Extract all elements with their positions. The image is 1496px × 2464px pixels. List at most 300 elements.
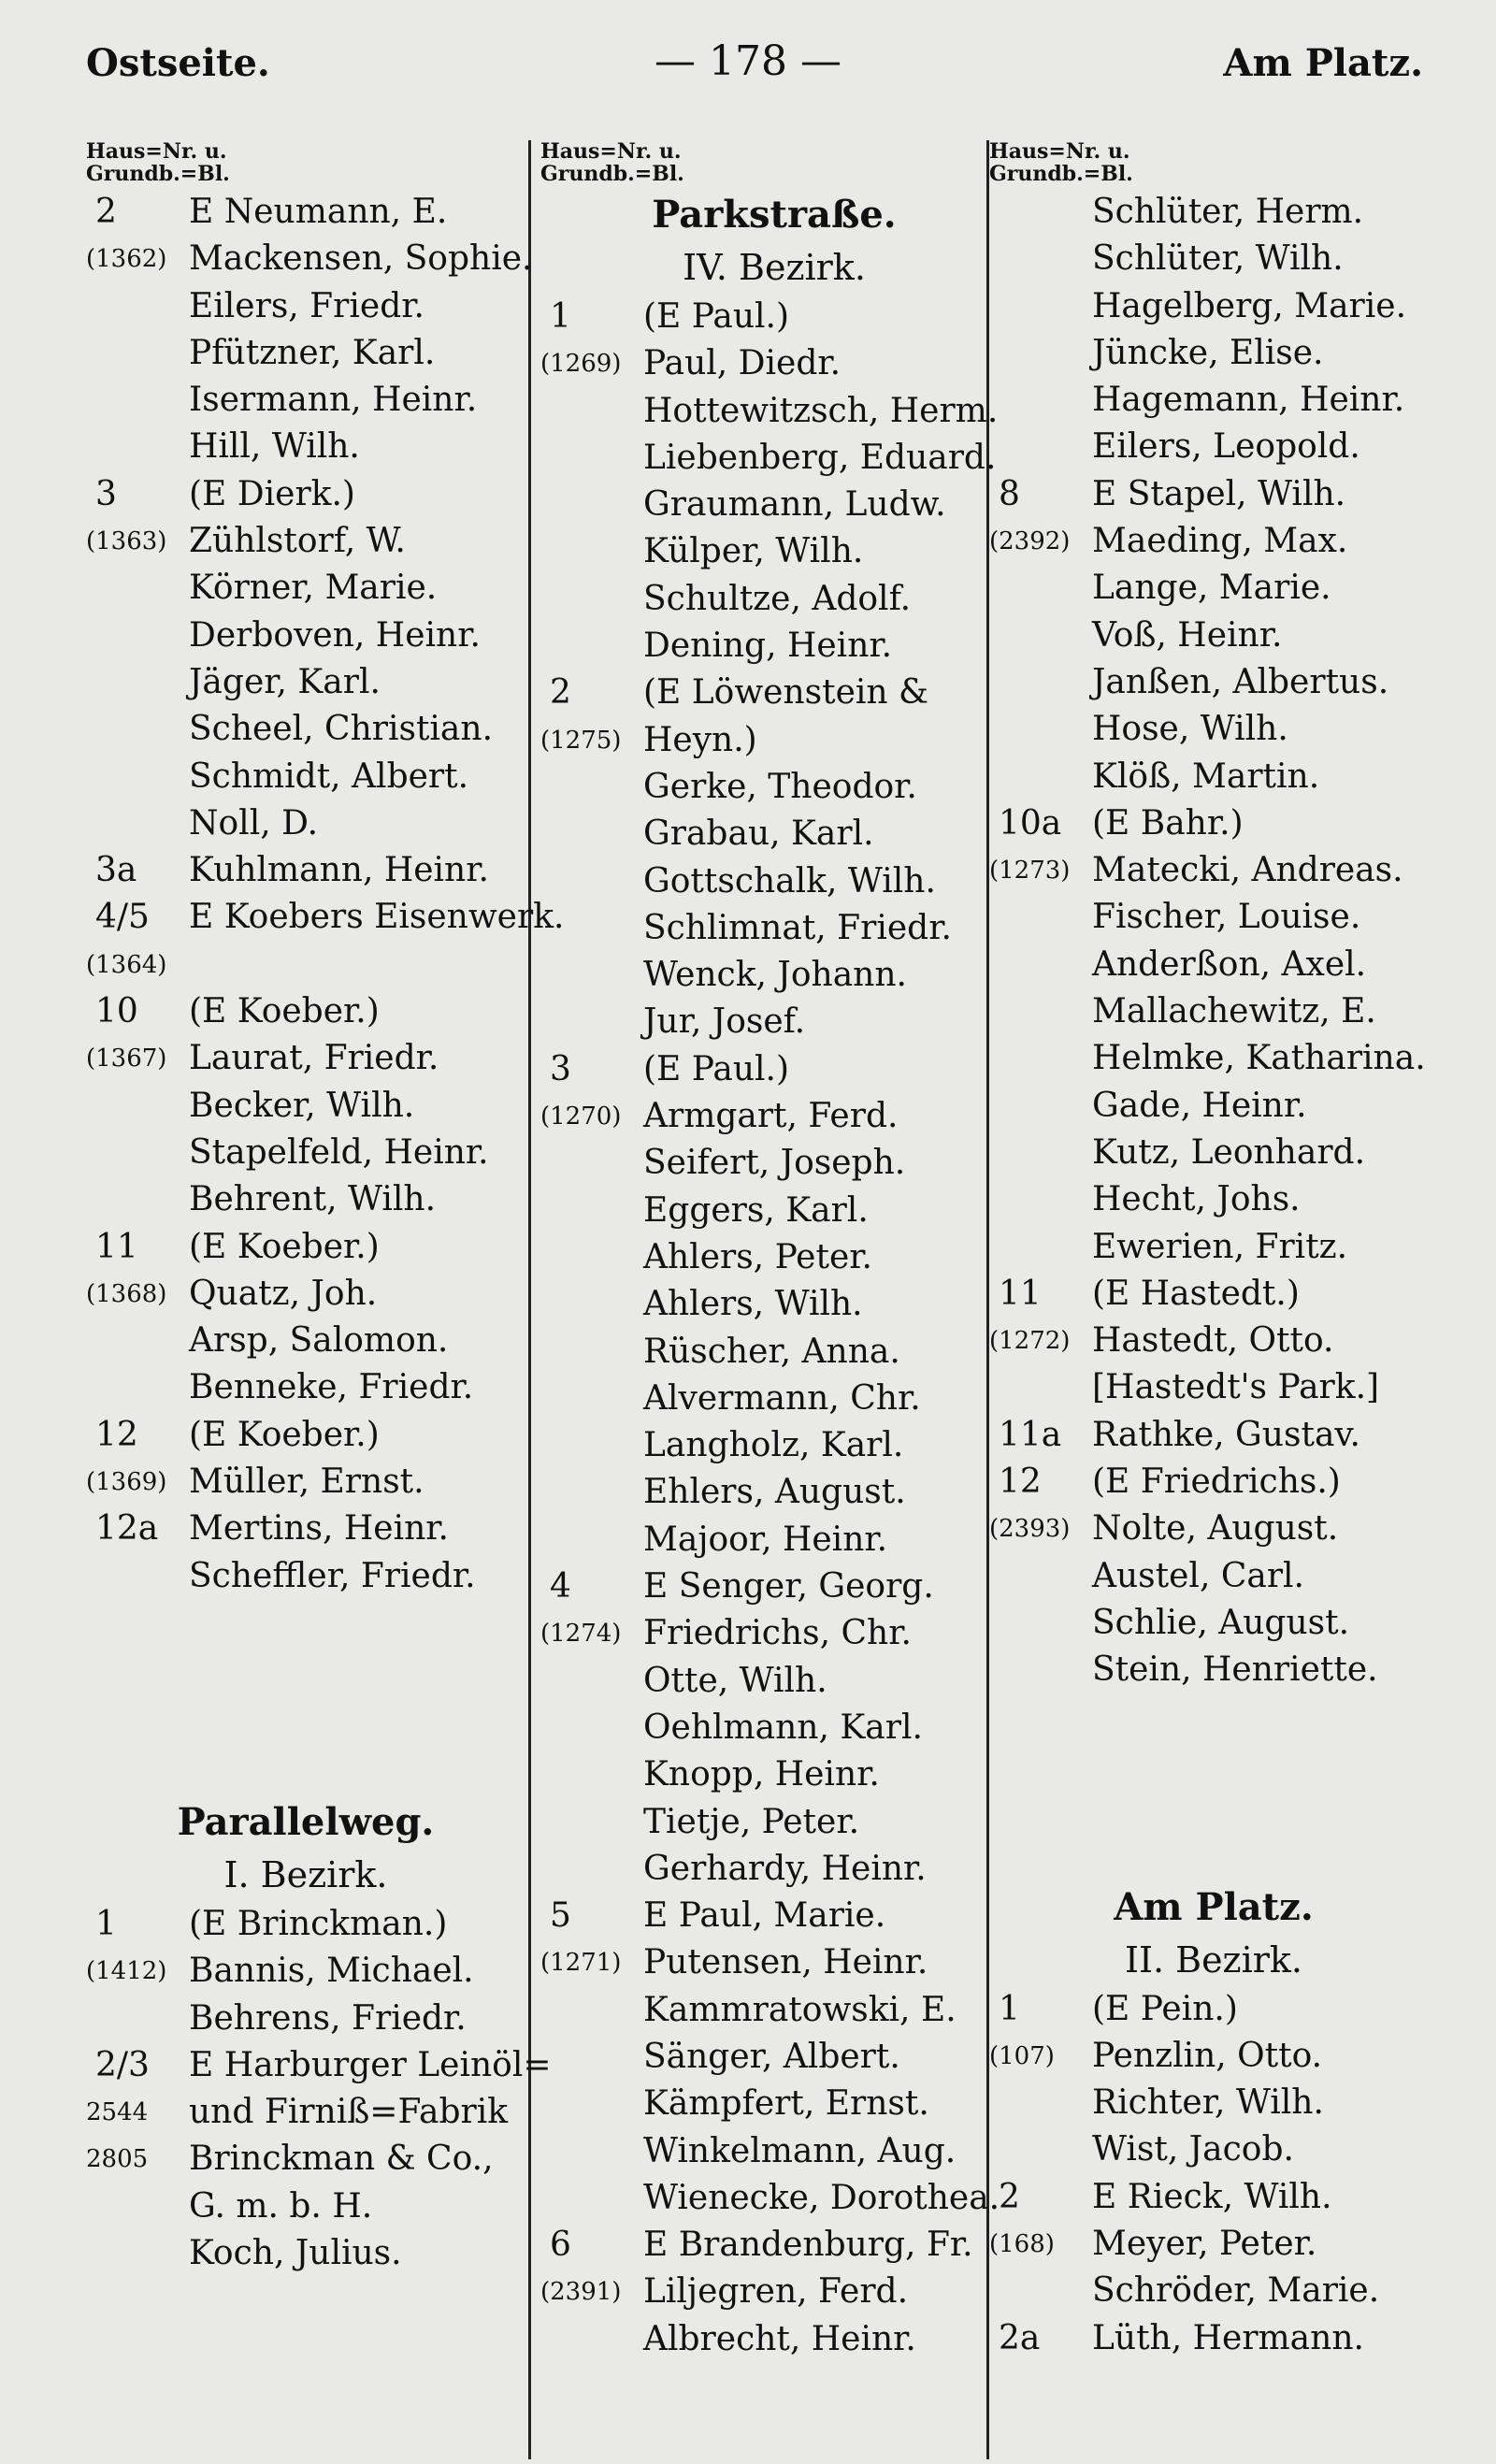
resident-name: Janßen, Albertus. [1092,662,1389,701]
house-number: 12 [95,1415,138,1454]
list-item [989,894,1438,941]
land-register-number: (1362) [86,245,167,274]
list-item [86,612,525,659]
land-register-number: (1363) [86,527,167,556]
list-item [86,1948,525,1995]
land-register-number: (1273) [989,857,1071,886]
list-item [989,283,1438,330]
land-register-number: (1369) [86,1468,167,1497]
resident-name: Schlimnat, Friedr. [643,908,952,947]
list-item [540,1517,1008,1563]
resident-name: Hill, Wilh. [189,427,360,467]
resident-name: Hose, Wilh. [1092,710,1288,749]
list-item [989,2080,1438,2126]
list-item [540,1469,1008,1516]
resident-name: Kuhlmann, Heinr. [189,851,489,890]
resident-name: Liebenberg, Eduard. [643,438,997,477]
resident-name: Laurat, Friedr. [189,1039,439,1078]
resident-name: Ewerien, Fritz. [1092,1227,1348,1266]
land-register-number: (2392) [989,527,1071,556]
resident-name: Knopp, Heinr. [643,1755,880,1794]
resident-name: Putensen, Heinr. [643,1943,928,1982]
list-item [989,1506,1438,1552]
resident-name: Jüncke, Elise. [1092,333,1324,372]
resident-name: Zühlstorf, W. [189,522,406,561]
list-item [989,471,1438,518]
list-item [86,1271,525,1318]
column-header: Haus=Nr. u. Grundb.=Bl. [86,139,230,186]
resident-name: Heyn.) [643,720,757,759]
resident-name: Helmke, Katharina. [1092,1039,1426,1078]
resident-name: Mertins, Heinr. [189,1509,449,1549]
list-item [989,612,1438,659]
list-item [540,1234,1008,1281]
resident-name: Schlüter, Wilh. [1092,239,1344,279]
district-label: IV. Bezirk. [683,247,866,288]
resident-name: Ahlers, Peter. [643,1237,872,1276]
list-item [540,482,1008,528]
list-item [540,2175,1008,2222]
resident-name: E Harburger Leinöl= [189,2045,552,2084]
list-item [540,1563,1008,1610]
resident-name: E Paul, Marie. [643,1896,886,1936]
resident-name: Penzlin, Otto. [1092,2036,1323,2075]
list-item [989,2268,1438,2314]
resident-name: Külper, Wilh. [643,532,864,571]
resident-name: Friedrichs, Chr. [643,1614,912,1653]
resident-name: Wist, Jacob. [1092,2130,1294,2169]
list-item [989,847,1438,894]
resident-name: Matecki, Andreas. [1092,851,1403,890]
resident-name: Rathke, Gustav. [1092,1415,1360,1454]
resident-name: Gottschalk, Wilh. [643,861,936,901]
list-item [540,2316,1008,2363]
list-item [989,1318,1438,1364]
house-number: 4 [550,1567,571,1607]
resident-name: Liljegren, Ferd. [643,2272,909,2312]
land-register-number: (2393) [989,1515,1071,1544]
list-item [540,1658,1008,1705]
land-register-number: (168) [989,2229,1055,2258]
land-register-number: (1272) [989,1327,1071,1356]
list-item [989,754,1438,800]
resident-name: Schlüter, Herm. [1092,193,1364,231]
resident-name: Majoor, Heinr. [643,1520,888,1559]
list-item [86,377,525,424]
list-item [86,988,525,1035]
resident-name: Derboven, Heinr. [189,615,481,655]
resident-name: Wienecke, Dorothea. [643,2178,1000,2217]
resident-name: Noll, D. [189,803,319,843]
resident-name: E Koebers Eisenwerk. [189,898,565,937]
entry-list [989,1986,1438,2362]
list-item [86,659,525,706]
list-item [86,1083,525,1130]
resident-name: Gerke, Theodor. [643,767,917,806]
house-number: 2a [999,2318,1041,2357]
house-number: 2 [95,193,117,231]
resident-name: (E Bahr.) [1092,803,1244,843]
list-item [540,811,1008,857]
resident-name: Gerhardy, Heinr. [643,1849,927,1888]
resident-name: G. m. b. H. [189,2186,373,2226]
list-item [540,340,1008,387]
resident-name: Behrens, Friedr. [189,1998,467,2038]
list-item [540,670,1008,716]
resident-name: E Rieck, Wilh. [1092,2177,1332,2216]
resident-name: Maeding, Max. [1092,522,1348,561]
district-label: II. Bezirk. [1124,1938,1303,1981]
resident-name: (E Paul.) [643,297,790,336]
list-item [989,1647,1438,1693]
resident-name: Brinckman & Co., [189,2140,494,2179]
resident-name: Koch, Julius. [189,2233,402,2272]
list-item [540,1751,1008,1798]
list-item [86,471,525,518]
list-item [540,2128,1008,2175]
list-item [989,1553,1438,1600]
resident-name: Hottewitzsch, Herm. [643,391,999,430]
resident-name: Ehlers, August. [643,1473,906,1512]
list-item [86,189,525,236]
resident-name: Gade, Heinr. [1092,1086,1307,1125]
house-number: 5 [550,1896,571,1936]
house-number: 11 [95,1227,138,1266]
list-item [86,2089,525,2136]
list-item [86,1901,525,1948]
entry-list [86,189,565,1600]
house-number: 3 [550,1049,571,1088]
list-item [989,2126,1438,2173]
list-item [989,1986,1438,2033]
list-item [540,1893,1008,1939]
land-register-number: (1367) [86,1045,167,1073]
resident-name: Becker, Wilh. [189,1086,415,1125]
list-item [86,565,525,612]
resident-name: (E Koeber.) [189,1415,380,1454]
resident-name: Nolte, August. [1092,1509,1339,1549]
resident-name: Hastedt, Otto. [1092,1321,1334,1361]
resident-name: Rüscher, Anna. [643,1332,900,1371]
list-item [989,2315,1438,2362]
list-item [540,528,1008,575]
resident-name: Sänger, Albert. [643,2037,900,2076]
resident-name: Arsp, Salomon. [189,1321,449,1361]
list-item [540,1140,1008,1187]
list-item [540,1799,1008,1846]
page-number: — 178 — [654,37,842,85]
list-item [540,1281,1008,1328]
list-item [989,236,1438,282]
land-register-number: (1269) [540,350,622,379]
resident-name: Mallachewitz, E. [1092,992,1376,1031]
land-register-number: (1274) [540,1620,622,1649]
house-number: 1 [95,1904,117,1943]
resident-name: Jur, Josef. [643,1002,806,1042]
resident-name: Langholz, Karl. [643,1426,904,1465]
list-item [989,1412,1438,1459]
resident-name: E Neumann, E. [189,193,448,231]
list-item [86,1035,525,1082]
list-item [540,1705,1008,1751]
list-item [989,330,1438,377]
list-item [540,576,1008,623]
resident-name: (E Paul.) [643,1049,790,1088]
list-item [989,189,1438,236]
list-item [540,294,1008,340]
resident-name: (E Friedrichs.) [1092,1463,1341,1502]
list-item [86,424,525,470]
land-register-number: 2544 [86,2098,149,2127]
list-item [540,999,1008,1045]
resident-name: Behrent, Wilh. [189,1180,437,1219]
resident-name: Meyer, Peter. [1092,2224,1317,2263]
resident-name: Stapelfeld, Heinr. [189,1132,489,1172]
list-item [540,1093,1008,1140]
list-item [86,706,525,753]
house-number: 6 [550,2226,571,2265]
resident-name: [Hastedt's Park.] [1092,1368,1380,1407]
list-item [989,1130,1438,1176]
resident-name: Schultze, Adolf. [643,579,912,618]
list-item [86,1412,525,1459]
list-item [86,1176,525,1223]
list-item [989,800,1438,847]
list-item [86,1553,525,1600]
spacer [86,1600,525,1796]
land-register-number: (1412) [86,1957,167,1986]
resident-name: Eilers, Friedr. [189,286,424,325]
house-number: 10a [999,803,1062,843]
street-title: Am Platz. [1114,1884,1314,1929]
resident-name: (E Brinckman.) [189,1904,448,1943]
house-number: 1 [550,297,571,336]
list-item [540,1188,1008,1234]
list-item [989,2033,1438,2080]
resident-name: Otte, Wilh. [643,1661,827,1700]
street-title: Parkstraße. [652,193,897,237]
list-item [86,1506,525,1552]
list-item [86,1130,525,1176]
list-item [540,1329,1008,1376]
column-3 [989,140,1438,2362]
list-item [86,2230,525,2277]
list-item [86,800,525,847]
resident-name: Lüth, Hermann. [1092,2318,1364,2357]
house-number: 8 [999,474,1020,513]
list-item [989,518,1438,565]
list-item [989,2174,1438,2221]
list-item [86,894,565,941]
resident-name: Benneke, Friedr. [189,1368,474,1407]
resident-name: Graumann, Ludw. [643,485,946,525]
list-item [86,1318,525,1364]
resident-name: Alvermann, Chr. [643,1378,921,1418]
house-number: 12a [95,1509,159,1549]
land-register-number: (1271) [540,1949,622,1978]
list-item [540,905,1008,952]
list-item [540,1610,1008,1657]
resident-name: Austel, Carl. [1092,1556,1305,1595]
header-left: Ostseite. [86,41,270,85]
entry-list [86,1901,552,2277]
column-rule-1 [528,140,531,2459]
resident-name: Körner, Marie. [189,569,438,608]
list-item [989,565,1438,612]
list-item [86,2136,525,2183]
list-item [989,1224,1438,1271]
house-number: 4/5 [95,898,150,937]
list-item [86,2042,552,2089]
list-item [540,435,1008,482]
resident-name: Müller, Ernst. [189,1463,424,1502]
column-1 [86,139,565,2277]
street-title: Parallelweg. [177,1799,435,1844]
list-item [989,1600,1438,1647]
land-register-number: (107) [989,2041,1055,2070]
resident-name: Pfützner, Karl. [189,333,436,372]
resident-name: Wenck, Johann. [643,956,907,995]
column-2 [540,140,1008,2363]
resident-name: Eilers, Leopold. [1092,427,1360,467]
resident-name: (E Löwenstein & [643,673,929,713]
land-register-number: 2805 [86,2145,149,2174]
resident-name: Klöß, Martin. [1092,756,1320,796]
list-item [86,942,525,988]
entry-list [540,294,1008,2363]
land-register-number: (2391) [540,2278,622,2307]
list-item [86,847,525,894]
entry-list [989,189,1438,1694]
resident-name: Tietje, Peter. [643,1802,860,1841]
land-register-number: (1368) [86,1279,167,1308]
list-item [540,1046,1008,1093]
resident-name: Seifert, Joseph. [643,1144,906,1183]
resident-name: Winkelmann, Aug. [643,2131,957,2170]
resident-name: Scheel, Christian. [189,710,494,749]
resident-name: Ahlers, Wilh. [643,1285,863,1324]
resident-name: Armgart, Ferd. [643,1097,899,1136]
list-item [540,717,1008,764]
list-item [540,2081,1008,2127]
resident-name: Kammratowski, E. [643,1990,957,2029]
house-number: 10 [95,992,138,1031]
header-right: Am Platz. [1223,41,1423,85]
resident-name: (E Koeber.) [189,1227,380,1266]
resident-name: Hagelberg, Marie. [1092,286,1407,325]
list-item [86,1459,525,1506]
list-item [86,518,525,565]
resident-name: Anderßon, Axel. [1092,944,1367,984]
resident-name: (E Dierk.) [189,474,355,513]
resident-name: Grabau, Karl. [643,814,874,854]
spacer [989,1694,1438,1881]
resident-name: Kämpfert, Ernst. [643,2084,929,2124]
list-item [540,1939,1008,1986]
resident-name: Dening, Heinr. [643,627,893,666]
list-item [989,1035,1438,1082]
list-item [86,2183,525,2230]
land-register-number: (1270) [540,1102,622,1131]
list-item [540,1846,1008,1893]
list-item [540,2222,1008,2269]
list-item [989,2221,1438,2268]
resident-name: E Stapel, Wilh. [1092,474,1346,513]
resident-name: Richter, Wilh. [1092,2083,1324,2123]
resident-name: Bannis, Michael. [189,1952,474,1991]
resident-name: Hagemann, Heinr. [1092,381,1405,420]
list-item [989,1083,1438,1130]
house-number: 3a [95,851,137,890]
resident-name: Schlie, August. [1092,1603,1350,1642]
list-item [989,1364,1438,1411]
resident-name: Lange, Marie. [1092,569,1331,608]
list-item [86,1364,525,1411]
list-item [540,1376,1008,1422]
list-item [540,623,1008,670]
house-number: 11a [999,1415,1062,1454]
resident-name: (E Hastedt.) [1092,1274,1300,1313]
house-number: 2 [550,673,571,713]
list-item [540,388,1008,435]
resident-name: Scheffler, Friedr. [189,1556,476,1595]
list-item [540,2269,1008,2315]
house-number: 12 [999,1463,1042,1502]
resident-name: Paul, Diedr. [643,344,842,383]
resident-name: Mackensen, Sophie. [189,239,533,279]
column-header: Haus=Nr. u. Grundb.=Bl. [989,139,1133,186]
resident-name: (E Pein.) [1092,1989,1238,2028]
resident-name: Eggers, Karl. [643,1190,869,1230]
list-item [540,858,1008,905]
list-item [86,283,525,330]
column-header: Haus=Nr. u. Grundb.=Bl. [540,139,684,186]
list-item [989,942,1438,988]
resident-name: Oehlmann, Karl. [643,1708,923,1747]
land-register-number: (1364) [86,950,167,979]
resident-name: E Senger, Georg. [643,1567,934,1607]
house-number: 2 [999,2177,1020,2216]
resident-name: Fischer, Louise. [1092,898,1361,937]
list-item [540,1422,1008,1469]
list-item [86,754,525,800]
resident-name: Isermann, Heinr. [189,381,478,420]
list-item [86,330,525,377]
list-item [86,236,533,282]
list-item [86,1996,525,2042]
house-number: 11 [999,1274,1042,1313]
resident-name: Jäger, Karl. [189,662,381,701]
list-item [989,1459,1438,1506]
list-item [540,1987,1008,2034]
resident-name: Schröder, Marie. [1092,2271,1380,2311]
list-item [540,764,1008,811]
house-number: 1 [999,1989,1020,2028]
district-label: I. Bezirk. [223,1853,388,1895]
resident-name: Voß, Heinr. [1092,615,1283,655]
resident-name: Hecht, Johs. [1092,1180,1301,1219]
land-register-number: (1275) [540,726,622,755]
resident-name: Kutz, Leonhard. [1092,1132,1366,1172]
resident-name: E Brandenburg, Fr. [643,2226,973,2265]
list-item [989,1271,1438,1318]
list-item [989,1176,1438,1223]
resident-name: Schmidt, Albert. [189,756,469,796]
resident-name: (E Koeber.) [189,992,380,1031]
resident-name: Stein, Henriette. [1092,1650,1378,1690]
house-number: 2/3 [95,2045,150,2084]
resident-name: und Firniß=Fabrik [189,2093,509,2132]
